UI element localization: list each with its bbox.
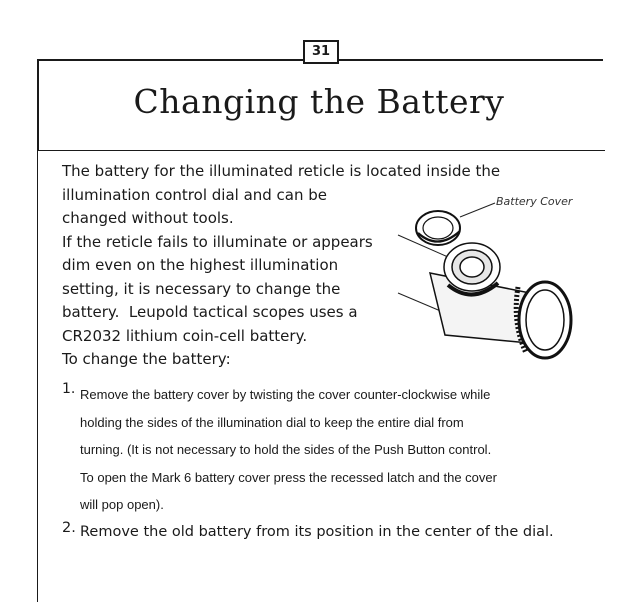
intro-line: The battery for the illuminated reticle is located inside the	[62, 162, 501, 180]
intro-line: illumination control dial and can be	[62, 185, 328, 204]
step-line: turning. (It is not necessary to hold the sides of the Push Button control.	[80, 442, 492, 457]
page-number: 31	[303, 40, 339, 64]
step-line: To open the Mark 6 battery cover press the recessed latch and the cover	[80, 469, 497, 485]
battery-cover-label: Battery Cover	[496, 195, 573, 208]
intro-line: changed without tools.	[62, 209, 234, 227]
intro-line: battery. Leupold tactical scopes uses a	[62, 303, 358, 321]
step-line: Remove the old battery from its position in the center of the dial.	[80, 523, 554, 540]
step-text	[80, 519, 602, 545]
callout-leader-icon	[460, 203, 495, 217]
battery-cover-icon	[416, 211, 460, 245]
step-item	[62, 519, 602, 545]
step-line: will pop open).	[80, 497, 164, 512]
step-line: Remove the battery cover by twisting the cover counter-clockwise while	[80, 387, 491, 402]
section-divider	[37, 150, 605, 151]
step-text	[80, 381, 602, 519]
step-item	[62, 381, 602, 519]
step-number: 1.	[62, 381, 76, 397]
step-number: 2.	[62, 519, 76, 536]
intro-line: dim even on the highest illumination	[62, 256, 339, 274]
page-title: Changing the Battery	[133, 82, 505, 121]
scope-battery-illustration-icon	[390, 195, 590, 375]
intro-line: CR2032 lithium coin-cell battery.	[62, 326, 308, 345]
intro-line: If the reticle fails to illuminate or appears	[62, 232, 373, 251]
left-rule-bottom	[37, 150, 38, 602]
intro-line: To change the battery:	[62, 350, 231, 368]
step-line: holding the sides of the illumination dial to keep the entire dial from	[80, 414, 464, 430]
intro-line: setting, it is necessary to change the	[62, 279, 341, 298]
steps-list	[62, 381, 602, 545]
scope-body-icon	[430, 243, 571, 358]
